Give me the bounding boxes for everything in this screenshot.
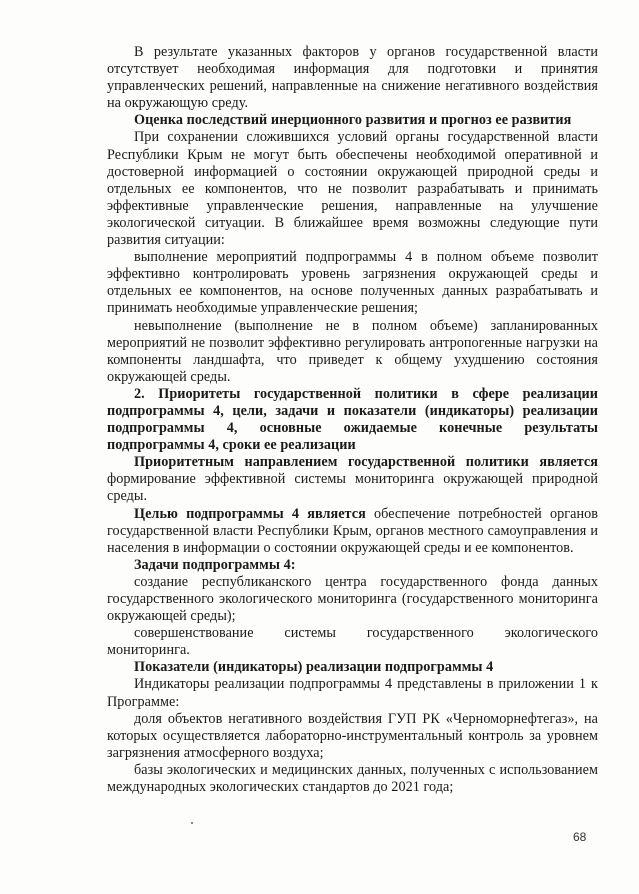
scan-speck xyxy=(191,822,193,824)
paragraph: Индикаторы реализации подпрограммы 4 представлены в приложении 1 к Программе: xyxy=(107,676,598,710)
paragraph: При сохранении сложившихся условий органы государственной власти Республики Крым не могут быть обеспечены необходимой оперативной и достоверной информацией о состоянии окружающей природной среды и отдельных ее компонентов, что не позволит разрабатывать и принимать эффективные управленческие решения, направленные на улучшение экологической ситуации. В ближайшее время возможны следующие пути развития ситуации: xyxy=(107,129,598,249)
paragraph-text: формирование эффективной системы мониторинга окружающей природной среды. xyxy=(107,471,598,505)
list-item: невыполнение (выполнение не в полном объеме) запланированных мероприятий не позволит эффективно регулировать антропогенные нагрузки на компоненты ландшафта, что приведет к общему ухудшению состояния окружающей среды. xyxy=(107,317,598,385)
paragraph-lead: Приоритетным направлением государственной политики является xyxy=(134,454,598,471)
section-heading: Показатели (индикаторы) реализации подпрограммы 4 xyxy=(134,659,494,676)
list-item: создание республиканского центра государственного фонда данных государственного экологического мониторинга (государственного мониторинга окружающей среды); xyxy=(107,573,598,625)
section-heading: 2. Приоритеты государственной политики в сфере реализации подпрограммы 4, цели, задачи и показатели (индикаторы) реализации подпрограммы 4, основные ожидаемые конечные результаты подпрограммы 4, сроки ее реализации xyxy=(107,385,598,454)
section-heading: Оценка последствий инерционного развития и прогноз ее развития xyxy=(134,112,572,129)
paragraph-lead: Целью подпрограммы 4 является xyxy=(134,505,366,522)
list-item: базы экологических и медицинских данных, полученных с использованием международных экологических стандартов до 2021 года; xyxy=(107,761,598,796)
paragraph xyxy=(107,454,598,505)
list-item: доля объектов негативного воздействия ГУП РК «Черноморнефтегаз», на которых осуществляется лабораторно-инструментальный контроль за уровнем загрязнения атмосферного воздуха; xyxy=(107,710,598,761)
list-item: выполнение мероприятий подпрограммы 4 в полном объеме позволит эффективно контролировать уровень загрязнения окружающей среды и отдельных ее компонентов, на основе полученных данных разрабатывать и принимать необходимые управленческие решения; xyxy=(107,249,598,317)
paragraph xyxy=(107,506,598,557)
paragraph-text: обеспечение потребностей органов государственной власти Республики Крым, органов местного самоуправления и населения в информации о состоянии окружающей среды и ее компонентов. xyxy=(107,505,598,556)
paragraph: В результате указанных факторов у органов государственной власти отсутствует необходимая информация для подготовки и принятия управленческих решений, направленные на снижение негативного воздействия на окружающую среду. xyxy=(107,44,598,112)
list-item: совершенствование системы государственного экологического мониторинга. xyxy=(107,625,598,659)
page-number: 68 xyxy=(573,830,587,844)
section-heading: Задачи подпрограммы 4: xyxy=(134,556,296,573)
document-body xyxy=(107,44,598,796)
